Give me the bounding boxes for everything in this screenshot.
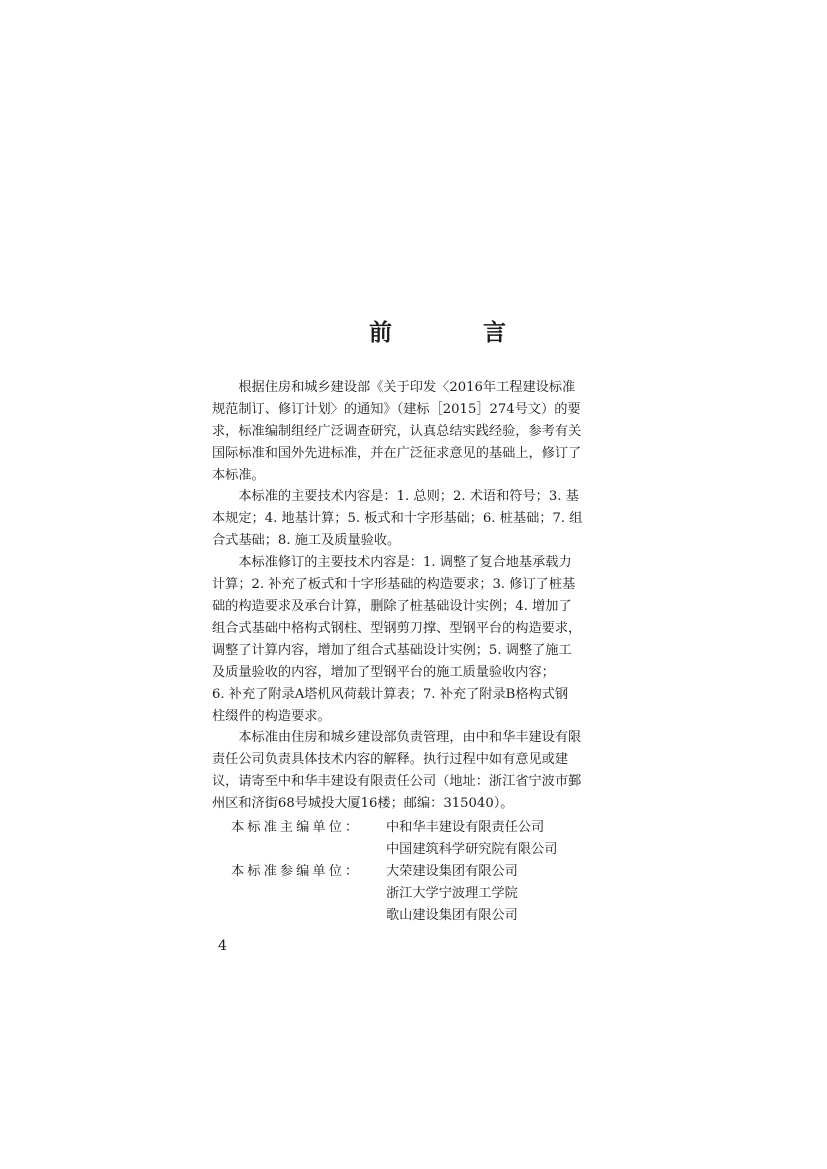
paragraph-line: 柱缀件的构造要求。 (212, 709, 331, 724)
paragraph-line: 求，标准编制组经广泛调查研究，认真总结实践经验，参考有关 (212, 424, 582, 439)
paragraph-line: 及质量验收的内容，增加了型钢平台的施工质量验收内容； (212, 665, 555, 680)
paragraph-line: 规范制订、修订计划〉的通知》（建标［2015］274号文）的要 (212, 402, 581, 417)
paragraph-line: 本标准。 (212, 468, 265, 483)
paragraph-line: 础的构造要求及承台计算，删除了桩基础设计实例；4. 增加了 (212, 599, 572, 614)
paragraph-main-content (212, 486, 626, 552)
paragraph-line: 合式基础；8. 施工及质量验收。 (212, 533, 401, 548)
paragraph-line: 组合式基础中格构式钢柱、型钢剪刀撑、型钢平台的构造要求， (212, 621, 582, 636)
participating-unit: 大荣建设集团有限公司 (386, 864, 518, 879)
paragraph-revisions (212, 552, 626, 728)
participating-unit: 歌山建设集团有限公司 (386, 908, 518, 923)
page-number: 4 (218, 938, 227, 954)
chief-editor-unit: 中和华丰建设有限责任公司 (386, 820, 545, 835)
paragraph-line: 本标准修订的主要技术内容是：1. 调整了复合地基承载力 (212, 555, 572, 570)
paragraph-line: 6. 补充了附录A塔机风荷载计算表；7. 补充了附录B格构式钢 (212, 687, 569, 702)
paragraph-line: 根据住房和城乡建设部《关于印发〈2016年工程建设标准 (212, 380, 576, 395)
paragraph-management (212, 727, 626, 815)
paragraph-line: 计算；2. 补充了板式和十字形基础的构造要求；3. 修订了桩基 (212, 577, 576, 592)
paragraph-line: 本规定；4. 地基计算；5. 板式和十字形基础；6. 桩基础；7. 组 (212, 511, 583, 526)
chief-editor-label: 本标准主编单位： (231, 820, 362, 835)
page-title: 前 言 (369, 319, 540, 346)
participating-unit: 浙江大学宁波理工学院 (386, 886, 518, 901)
paragraph-line: 议，请寄至中和华丰建设有限责任公司（地址：浙江省宁波市鄞 (212, 774, 582, 789)
paragraph-line: 州区和济街68号城投大厦16楼；邮编：315040）。 (212, 796, 514, 811)
paragraph-basis (212, 377, 626, 487)
chief-editor-unit: 中国建筑科学研究院有限公司 (386, 842, 558, 857)
paragraph-line: 本标准的主要技术内容是：1. 总则；2. 术语和符号；3. 基 (212, 489, 579, 504)
paragraph-line: 国际标准和国外先进标准，并在广泛征求意见的基础上，修订了 (212, 446, 582, 461)
paragraph-line: 调整了计算内容，增加了组合式基础设计实例；5. 调整了施工 (212, 643, 572, 658)
paragraph-line: 本标准由住房和城乡建设部负责管理，由中和华丰建设有限 (212, 730, 582, 745)
paragraph-line: 责任公司负责具体技术内容的解释。执行过程中如有意见或建 (212, 752, 569, 767)
participating-unit-label: 本标准参编单位： (231, 864, 362, 879)
